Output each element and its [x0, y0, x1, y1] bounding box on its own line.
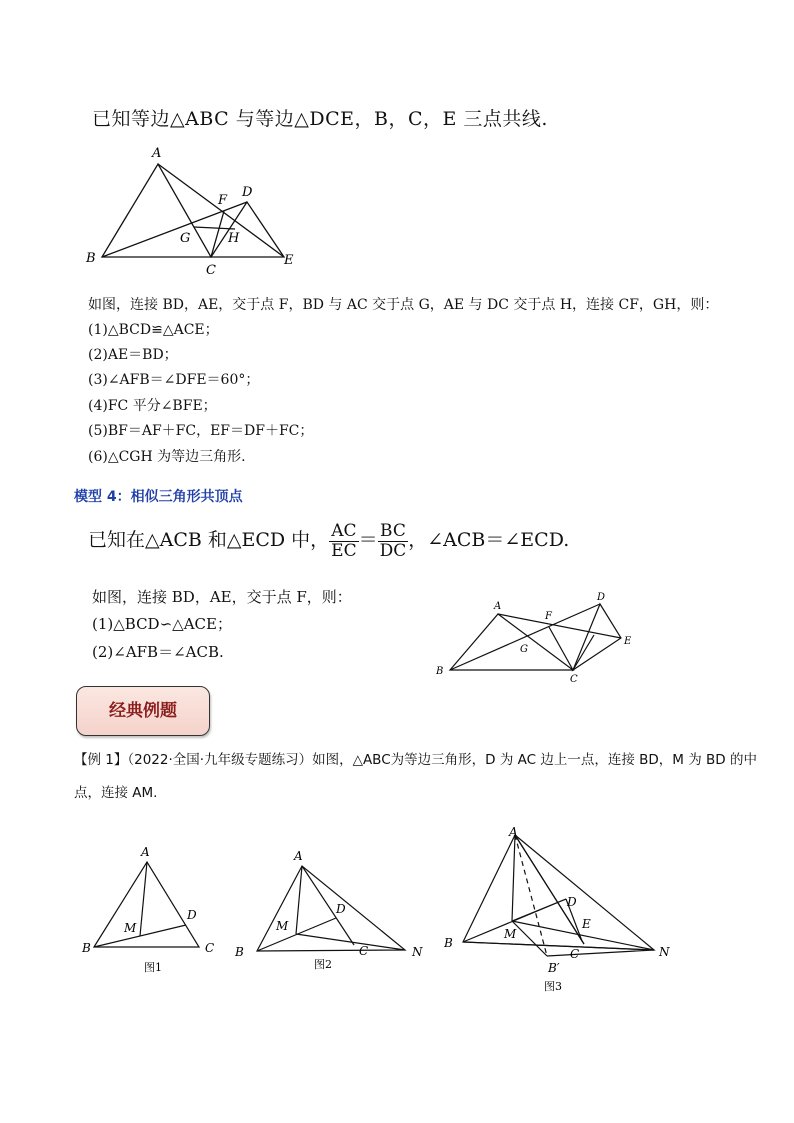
label-A: A	[494, 601, 502, 612]
section1-known-statement: 已知等边△ABC 与等边△DCE，B，C，E 三点共线.	[92, 108, 548, 130]
frac1-numerator: AC	[329, 522, 358, 542]
fig2-label-A: A	[294, 849, 303, 863]
fraction-bc-dc	[378, 522, 409, 560]
fig2-label-N: N	[412, 945, 423, 959]
known-prefix: 已知在△ACB 和△ECD 中，	[88, 529, 330, 552]
section2-intro: 如图，连接 BD，AE，交于点 F，则：	[92, 588, 352, 606]
conclusion-1: (1)△BCD≌△ACE；	[88, 322, 219, 338]
section2-conclusion-2: (2)∠AFB＝∠ACB.	[92, 643, 224, 661]
label-E: E	[624, 636, 632, 647]
label-A: A	[152, 146, 162, 161]
conclusion-5: (5)BF＝AF＋FC，EF＝DF＋FC；	[88, 423, 314, 439]
label-G: G	[180, 231, 191, 246]
classic-examples-badge: 经典例题	[76, 686, 210, 736]
frac1-denominator: EC	[331, 540, 357, 561]
conclusion-3: (3)∠AFB＝∠DFE＝60°；	[88, 372, 260, 388]
label-H: H	[228, 231, 240, 246]
fig3-label-M: M	[504, 927, 517, 941]
section2-conclusion-1: (1)△BCD∽△ACE；	[92, 615, 232, 633]
fig3-label-C: C	[570, 947, 580, 961]
model-4-title: 模型 4：相似三角形共顶点	[74, 489, 243, 505]
section1-intro: 如图，连接 BD，AE，交于点 F，BD 与 AC 交于点 G，AE 与 DC 交于点 H，连接 CF，GH，则：	[88, 297, 719, 313]
fig2-label-C: C	[359, 944, 369, 958]
fig1-caption: 图1	[144, 961, 162, 974]
figure-equilateral-triangles	[80, 140, 310, 280]
example1-line2: 点，连接 AM.	[74, 785, 158, 801]
example1-line1: 【例 1】（2022·全国·九年级专题练习）如图，△ABC为等边三角形，D 为 AC 边上一点，连接 BD，M 为 BD 的中	[74, 752, 757, 768]
section2-known-statement	[88, 522, 569, 560]
known-suffix: ，∠ACB＝∠ECD.	[408, 529, 570, 552]
fig3-label-E: E	[582, 917, 591, 931]
label-E: E	[284, 253, 294, 268]
label-C: C	[570, 674, 578, 685]
example1-figures	[74, 820, 714, 1005]
fig1-label-A: A	[141, 845, 150, 859]
frac2-numerator: BC	[378, 522, 409, 542]
fig2-label-D: D	[336, 902, 346, 916]
fig3-caption: 图3	[544, 980, 562, 993]
fig2-caption: 图2	[314, 958, 332, 971]
fig3-label-D: D	[567, 895, 577, 909]
label-D: D	[597, 592, 606, 603]
conclusion-2: (2)AE＝BD；	[88, 347, 178, 363]
fig3-label-A: A	[509, 825, 518, 839]
frac2-denominator: DC	[379, 540, 407, 561]
fig3-label-B: B	[444, 936, 453, 950]
label-B: B	[436, 666, 444, 677]
conclusion-6: (6)△CGH 为等边三角形.	[88, 449, 246, 465]
fraction-ac-ec	[329, 522, 358, 560]
fig1-label-C: C	[205, 941, 215, 955]
equals-sign: ＝	[358, 529, 378, 552]
conclusion-4: (4)FC 平分∠BFE；	[88, 398, 217, 414]
label-F: F	[218, 193, 228, 208]
label-F: F	[545, 611, 552, 622]
label-D: D	[242, 185, 253, 200]
fig1-label-M: M	[124, 921, 137, 935]
fig1-label-D: D	[187, 908, 197, 922]
fig3-label-N: N	[659, 945, 670, 959]
figure-similar-triangles	[430, 590, 640, 685]
fig1-label-B: B	[82, 941, 91, 955]
label-B: B	[86, 251, 96, 266]
fig2-label-M: M	[276, 919, 289, 933]
label-C: C	[206, 263, 216, 278]
fig2-label-B: B	[235, 945, 244, 959]
fig3-label-B-prime: B′	[548, 961, 560, 975]
label-G: G	[520, 644, 528, 655]
